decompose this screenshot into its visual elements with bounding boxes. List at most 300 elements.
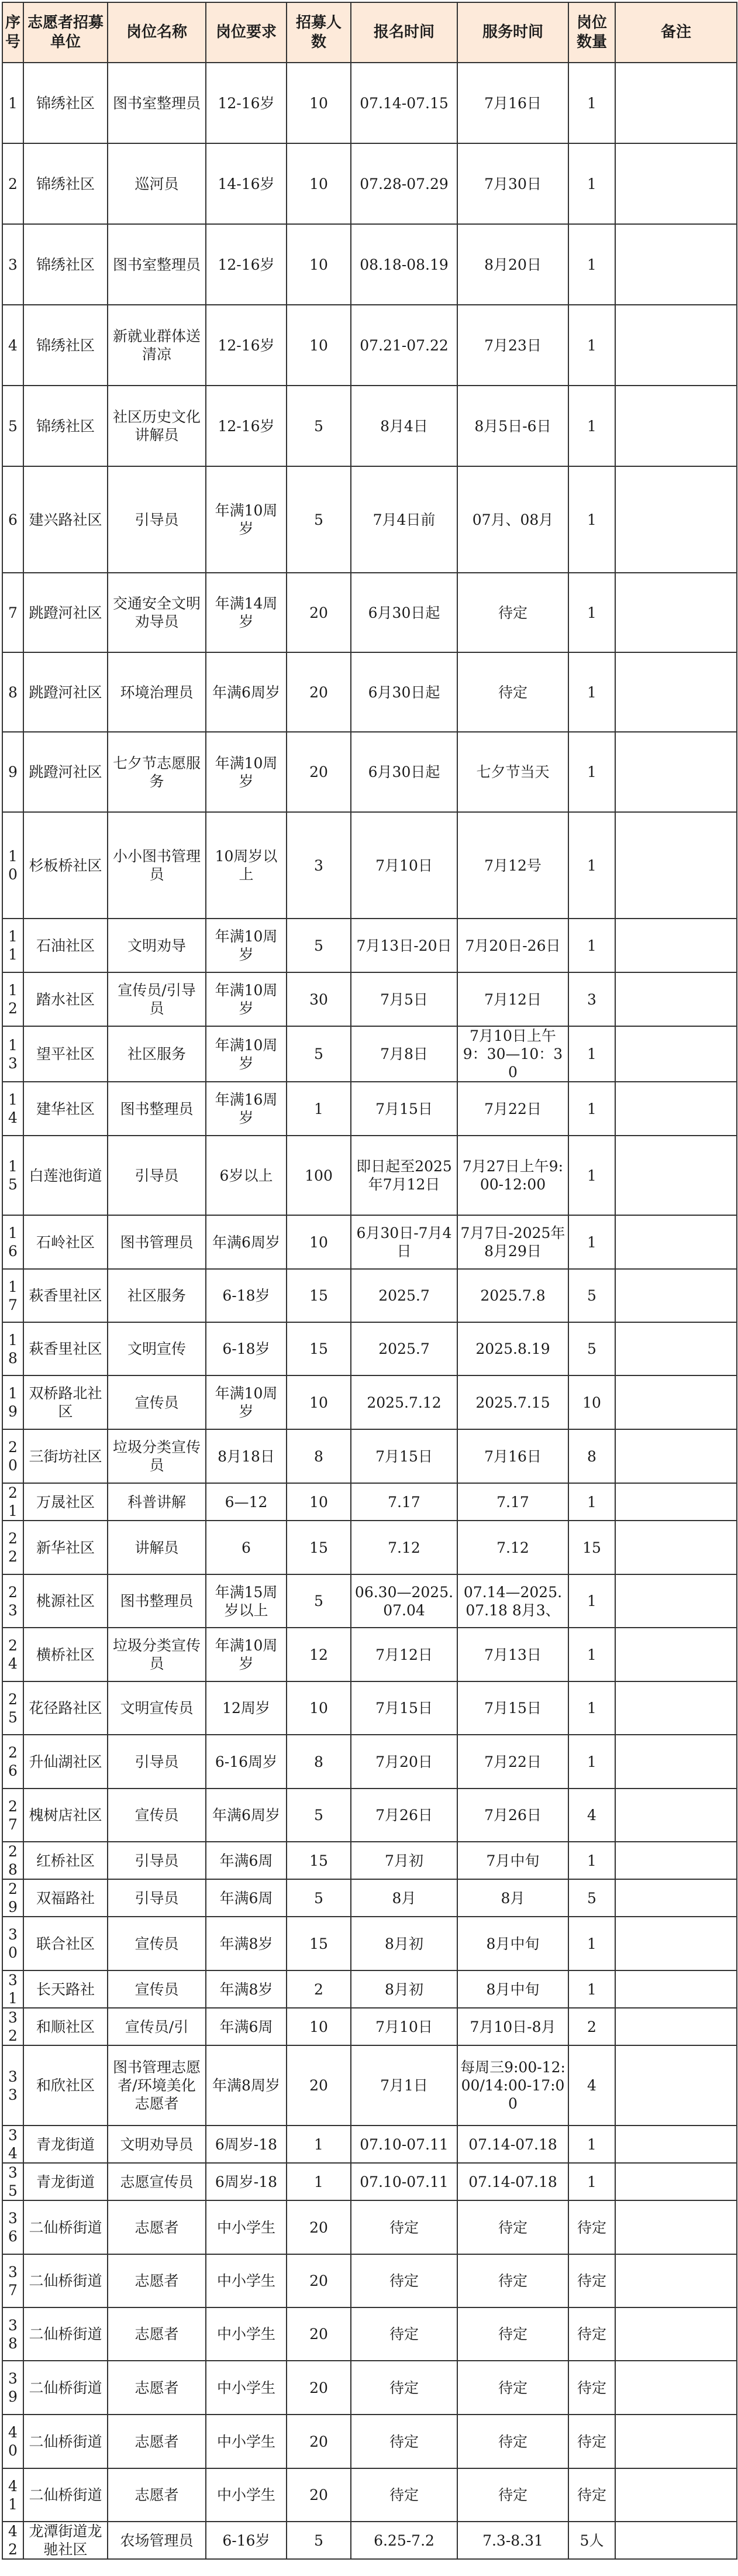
cell-position-count: 4 [568, 2045, 615, 2126]
cell-unit: 二仙桥街道 [23, 2254, 108, 2307]
cell-service-time: 7.12 [457, 1521, 568, 1574]
table-row [2, 2468, 737, 2522]
cell-position: 环境治理员 [108, 652, 206, 732]
table-row [2, 732, 737, 812]
cell-service-time: 7月10日-8月 [457, 2008, 568, 2045]
cell-requirement: 6 [206, 1521, 287, 1574]
table-row [2, 2008, 737, 2045]
cell-position-count: 1 [568, 1628, 615, 1681]
cell-position: 垃圾分类宣传员 [108, 1429, 206, 1483]
cell-recruit-count: 10 [287, 1681, 351, 1735]
table-row [2, 1917, 737, 1970]
cell-recruit-count: 10 [287, 63, 351, 143]
table-row [2, 1269, 737, 1322]
cell-position: 引导员 [108, 1842, 206, 1879]
cell-recruit-count: 3 [287, 812, 351, 919]
cell-position-count: 待定 [568, 2307, 615, 2361]
table-row [2, 2045, 737, 2126]
cell-position: 志愿者 [108, 2307, 206, 2361]
cell-requirement: 12周岁 [206, 1681, 287, 1735]
cell-service-time: 7月26日 [457, 1789, 568, 1842]
cell-signup-time: 7月5日 [351, 972, 457, 1026]
cell-position: 文明宣传员 [108, 1681, 206, 1735]
cell-unit: 锦绣社区 [23, 143, 108, 224]
cell-remarks [615, 1269, 737, 1322]
cell-position-count: 待定 [568, 2200, 615, 2254]
cell-service-time: 7月15日 [457, 1681, 568, 1735]
cell-remarks [615, 2163, 737, 2200]
cell-signup-time: 07.10-07.11 [351, 2126, 457, 2163]
table-row [2, 812, 737, 919]
cell-index: 19 [2, 1375, 23, 1429]
cell-signup-time: 待定 [351, 2307, 457, 2361]
cell-position-count: 5 [568, 1269, 615, 1322]
cell-service-time: 7月23日 [457, 305, 568, 386]
table-row [2, 1215, 737, 1269]
cell-signup-time: 07.14-07.15 [351, 63, 457, 143]
cell-remarks [615, 919, 737, 972]
cell-position: 宣传员 [108, 1789, 206, 1842]
table-row [2, 1082, 737, 1136]
cell-service-time: 7月12号 [457, 812, 568, 919]
cell-service-time: 7月16日 [457, 63, 568, 143]
cell-position: 图书管理志愿者/环境美化志愿者 [108, 2045, 206, 2126]
cell-recruit-count: 15 [287, 1521, 351, 1574]
cell-requirement: 年满15周岁以上 [206, 1574, 287, 1628]
cell-recruit-count: 20 [287, 732, 351, 812]
cell-recruit-count: 20 [287, 573, 351, 652]
cell-remarks [615, 1574, 737, 1628]
cell-position: 文明劝导 [108, 919, 206, 972]
cell-recruit-count: 5 [287, 1026, 351, 1082]
cell-remarks [615, 466, 737, 573]
cell-unit: 望平社区 [23, 1026, 108, 1082]
cell-signup-time: 06.30—2025.07.04 [351, 1574, 457, 1628]
cell-position-count: 待定 [568, 2254, 615, 2307]
cell-index: 6 [2, 466, 23, 573]
cell-unit: 杉板桥社区 [23, 812, 108, 919]
cell-signup-time: 8月初 [351, 1917, 457, 1970]
cell-requirement: 6周岁-18 [206, 2126, 287, 2163]
cell-requirement: 6-18岁 [206, 1269, 287, 1322]
cell-index: 37 [2, 2254, 23, 2307]
table-row [2, 2307, 737, 2361]
cell-remarks [615, 143, 737, 224]
cell-remarks [615, 224, 737, 305]
table-row [2, 1842, 737, 1879]
table-row [2, 2126, 737, 2163]
cell-index: 24 [2, 1628, 23, 1681]
cell-index: 36 [2, 2200, 23, 2254]
table-row [2, 1681, 737, 1735]
cell-index: 39 [2, 2361, 23, 2415]
table-row [2, 1521, 737, 1574]
cell-remarks [615, 386, 737, 466]
cell-requirement: 年满6周岁 [206, 652, 287, 732]
cell-position-count: 1 [568, 386, 615, 466]
cell-requirement: 年满10周岁 [206, 1375, 287, 1429]
cell-remarks [615, 812, 737, 919]
cell-recruit-count: 15 [287, 1269, 351, 1322]
cell-position: 引导员 [108, 1136, 206, 1215]
cell-recruit-count: 8 [287, 1735, 351, 1789]
cell-requirement: 10周岁以上 [206, 812, 287, 919]
cell-recruit-count: 10 [287, 143, 351, 224]
cell-index: 27 [2, 1789, 23, 1842]
cell-remarks [615, 2468, 737, 2522]
cell-unit: 白莲池街道 [23, 1136, 108, 1215]
cell-requirement: 年满6周岁 [206, 1789, 287, 1842]
cell-position-count: 1 [568, 1735, 615, 1789]
cell-position-count: 1 [568, 1574, 615, 1628]
cell-index: 16 [2, 1215, 23, 1269]
table-row [2, 1735, 737, 1789]
cell-service-time: 8月5日-6日 [457, 386, 568, 466]
cell-unit: 新华社区 [23, 1521, 108, 1574]
cell-remarks [615, 1735, 737, 1789]
cell-requirement: 年满10周岁 [206, 919, 287, 972]
cell-service-time: 待定 [457, 2415, 568, 2468]
cell-service-time: 待定 [457, 2361, 568, 2415]
cell-position-count: 1 [568, 732, 615, 812]
cell-position: 科普讲解 [108, 1483, 206, 1521]
cell-remarks [615, 652, 737, 732]
table-row [2, 2163, 737, 2200]
cell-requirement: 中小学生 [206, 2200, 287, 2254]
cell-requirement: 中小学生 [206, 2468, 287, 2522]
cell-unit: 三街坊社区 [23, 1429, 108, 1483]
cell-index: 35 [2, 2163, 23, 2200]
cell-recruit-count: 10 [287, 1215, 351, 1269]
cell-requirement: 6-18岁 [206, 1322, 287, 1375]
cell-remarks [615, 2126, 737, 2163]
cell-recruit-count: 15 [287, 1917, 351, 1970]
cell-position-count: 1 [568, 652, 615, 732]
cell-index: 34 [2, 2126, 23, 2163]
cell-position: 志愿者 [108, 2468, 206, 2522]
cell-recruit-count: 10 [287, 1375, 351, 1429]
cell-position: 图书管理员 [108, 1215, 206, 1269]
cell-unit: 踏水社区 [23, 972, 108, 1026]
cell-signup-time: 7月13日-20日 [351, 919, 457, 972]
cell-unit: 双桥路北社区 [23, 1375, 108, 1429]
cell-index: 12 [2, 972, 23, 1026]
cell-unit: 花径路社区 [23, 1681, 108, 1735]
cell-requirement: 6-16岁 [206, 2522, 287, 2559]
cell-requirement: 中小学生 [206, 2361, 287, 2415]
table-row [2, 573, 737, 652]
cell-position-count: 1 [568, 1026, 615, 1082]
cell-position-count: 1 [568, 812, 615, 919]
cell-service-time: 7.17 [457, 1483, 568, 1521]
col-header-index: 序号 [2, 2, 23, 63]
cell-unit: 跳蹬河社区 [23, 732, 108, 812]
cell-index: 31 [2, 1970, 23, 2008]
cell-index: 42 [2, 2522, 23, 2559]
cell-unit: 石岭社区 [23, 1215, 108, 1269]
cell-signup-time: 7月26日 [351, 1789, 457, 1842]
cell-unit: 锦绣社区 [23, 386, 108, 466]
cell-remarks [615, 2361, 737, 2415]
cell-position-count: 10 [568, 1375, 615, 1429]
cell-position: 七夕节志愿服务 [108, 732, 206, 812]
cell-recruit-count: 5 [287, 1879, 351, 1917]
cell-signup-time: 2025.7 [351, 1322, 457, 1375]
cell-position: 引导员 [108, 466, 206, 573]
cell-unit: 红桥社区 [23, 1842, 108, 1879]
cell-position-count: 4 [568, 1789, 615, 1842]
cell-unit: 建华社区 [23, 1082, 108, 1136]
table-row [2, 224, 737, 305]
cell-requirement: 中小学生 [206, 2307, 287, 2361]
cell-remarks [615, 1136, 737, 1215]
table-row [2, 1483, 737, 1521]
cell-index: 23 [2, 1574, 23, 1628]
cell-recruit-count: 10 [287, 305, 351, 386]
cell-position-count: 待定 [568, 2415, 615, 2468]
cell-recruit-count: 20 [287, 2468, 351, 2522]
cell-signup-time: 7月10日 [351, 812, 457, 919]
cell-position-count: 1 [568, 1082, 615, 1136]
cell-recruit-count: 5 [287, 386, 351, 466]
cell-signup-time: 6月30日起 [351, 732, 457, 812]
cell-signup-time: 7月15日 [351, 1429, 457, 1483]
cell-index: 40 [2, 2415, 23, 2468]
cell-service-time: 07.14-07.18 [457, 2163, 568, 2200]
cell-position-count: 5 [568, 1322, 615, 1375]
cell-signup-time: 2025.7 [351, 1269, 457, 1322]
table-row [2, 1136, 737, 1215]
cell-index: 10 [2, 812, 23, 919]
cell-position: 志愿者 [108, 2361, 206, 2415]
cell-position: 志愿者 [108, 2200, 206, 2254]
cell-signup-time: 2025.7.12 [351, 1375, 457, 1429]
table-row [2, 1375, 737, 1429]
cell-position-count: 待定 [568, 2361, 615, 2415]
cell-service-time: 待定 [457, 573, 568, 652]
cell-unit: 长天路社 [23, 1970, 108, 2008]
cell-recruit-count: 10 [287, 2008, 351, 2045]
cell-service-time: 8月20日 [457, 224, 568, 305]
cell-index: 9 [2, 732, 23, 812]
cell-index: 15 [2, 1136, 23, 1215]
cell-index: 28 [2, 1842, 23, 1879]
cell-unit: 二仙桥街道 [23, 2200, 108, 2254]
cell-remarks [615, 1429, 737, 1483]
cell-recruit-count: 12 [287, 1628, 351, 1681]
cell-signup-time: 待定 [351, 2361, 457, 2415]
cell-requirement: 8月18日 [206, 1429, 287, 1483]
cell-position: 宣传员 [108, 1375, 206, 1429]
cell-unit: 锦绣社区 [23, 305, 108, 386]
cell-unit: 双福路社 [23, 1879, 108, 1917]
col-header-signup-time: 报名时间 [351, 2, 457, 63]
table-row [2, 972, 737, 1026]
cell-service-time: 7月12日 [457, 972, 568, 1026]
cell-position: 图书室整理员 [108, 63, 206, 143]
cell-unit: 槐树店社区 [23, 1789, 108, 1842]
cell-requirement: 中小学生 [206, 2254, 287, 2307]
cell-requirement: 年满10周岁 [206, 972, 287, 1026]
cell-recruit-count: 20 [287, 2361, 351, 2415]
cell-unit: 锦绣社区 [23, 63, 108, 143]
cell-position: 讲解员 [108, 1521, 206, 1574]
cell-position: 文明劝导员 [108, 2126, 206, 2163]
table-row [2, 305, 737, 386]
cell-remarks [615, 1322, 737, 1375]
cell-position: 图书室整理员 [108, 224, 206, 305]
cell-requirement: 年满6周 [206, 1842, 287, 1879]
cell-service-time: 8月中旬 [457, 1917, 568, 1970]
cell-requirement: 12-16岁 [206, 305, 287, 386]
cell-position-count: 3 [568, 972, 615, 1026]
cell-service-time: 7月20日-26日 [457, 919, 568, 972]
cell-index: 5 [2, 386, 23, 466]
cell-remarks [615, 2415, 737, 2468]
cell-signup-time: 7月15日 [351, 1082, 457, 1136]
cell-signup-time: 6.25-7.2 [351, 2522, 457, 2559]
table-row [2, 2415, 737, 2468]
cell-remarks [615, 1789, 737, 1842]
cell-index: 11 [2, 919, 23, 972]
cell-recruit-count: 15 [287, 1322, 351, 1375]
cell-service-time: 7月10日上午9：30—10：30 [457, 1026, 568, 1082]
cell-index: 2 [2, 143, 23, 224]
cell-service-time: 7月16日 [457, 1429, 568, 1483]
cell-requirement: 年满6周 [206, 2008, 287, 2045]
cell-unit: 二仙桥街道 [23, 2415, 108, 2468]
cell-service-time: 待定 [457, 2200, 568, 2254]
cell-position-count: 1 [568, 2126, 615, 2163]
cell-requirement: 年满14周岁 [206, 573, 287, 652]
cell-service-time: 8月中旬 [457, 1970, 568, 2008]
cell-recruit-count: 20 [287, 652, 351, 732]
cell-position-count: 1 [568, 224, 615, 305]
cell-service-time: 待定 [457, 2254, 568, 2307]
cell-index: 7 [2, 573, 23, 652]
cell-requirement: 年满10周岁 [206, 732, 287, 812]
cell-signup-time: 07.21-07.22 [351, 305, 457, 386]
cell-requirement: 6-16周岁 [206, 1735, 287, 1789]
cell-requirement: 6—12 [206, 1483, 287, 1521]
cell-position: 志愿宣传员 [108, 2163, 206, 2200]
cell-signup-time: 6月30日起 [351, 573, 457, 652]
cell-unit: 二仙桥街道 [23, 2468, 108, 2522]
cell-position-count: 1 [568, 143, 615, 224]
cell-position: 图书整理员 [108, 1082, 206, 1136]
cell-recruit-count: 20 [287, 2045, 351, 2126]
cell-index: 22 [2, 1521, 23, 1574]
cell-index: 33 [2, 2045, 23, 2126]
cell-signup-time: 08.18-08.19 [351, 224, 457, 305]
table-row [2, 143, 737, 224]
cell-position: 文明宣传 [108, 1322, 206, 1375]
cell-signup-time: 待定 [351, 2468, 457, 2522]
table-row [2, 1026, 737, 1082]
cell-index: 17 [2, 1269, 23, 1322]
cell-index: 18 [2, 1322, 23, 1375]
cell-service-time: 07.14—2025.07.18 8月3、 [457, 1574, 568, 1628]
cell-remarks [615, 732, 737, 812]
cell-recruit-count: 20 [287, 2307, 351, 2361]
cell-index: 1 [2, 63, 23, 143]
cell-index: 38 [2, 2307, 23, 2361]
cell-position-count: 1 [568, 1136, 615, 1215]
cell-remarks [615, 1483, 737, 1521]
table-row [2, 466, 737, 573]
cell-signup-time: 7月12日 [351, 1628, 457, 1681]
cell-signup-time: 6月30日起 [351, 652, 457, 732]
cell-unit: 联合社区 [23, 1917, 108, 1970]
cell-unit: 青龙街道 [23, 2126, 108, 2163]
cell-service-time: 7月中旬 [457, 1842, 568, 1879]
cell-index: 21 [2, 1483, 23, 1521]
table-row [2, 2254, 737, 2307]
table-body [2, 63, 737, 2559]
cell-remarks [615, 2307, 737, 2361]
cell-recruit-count: 8 [287, 1429, 351, 1483]
cell-remarks [615, 2008, 737, 2045]
cell-position-count: 1 [568, 466, 615, 573]
cell-recruit-count: 5 [287, 919, 351, 972]
cell-requirement: 年满16周岁 [206, 1082, 287, 1136]
cell-recruit-count: 5 [287, 1574, 351, 1628]
cell-requirement: 6周岁-18 [206, 2163, 287, 2200]
cell-position: 社区服务 [108, 1269, 206, 1322]
cell-remarks [615, 1628, 737, 1681]
cell-index: 8 [2, 652, 23, 732]
cell-remarks [615, 2045, 737, 2126]
cell-position: 社区服务 [108, 1026, 206, 1082]
cell-recruit-count: 10 [287, 1483, 351, 1521]
cell-requirement: 14-16岁 [206, 143, 287, 224]
cell-recruit-count: 20 [287, 2200, 351, 2254]
cell-position-count: 待定 [568, 2468, 615, 2522]
cell-requirement: 12-16岁 [206, 386, 287, 466]
table-row [2, 386, 737, 466]
table-row [2, 2522, 737, 2559]
volunteer-recruitment-table [2, 2, 737, 2560]
cell-unit: 跳蹬河社区 [23, 573, 108, 652]
cell-recruit-count: 5 [287, 2522, 351, 2559]
table-row [2, 919, 737, 972]
table-row [2, 63, 737, 143]
cell-remarks [615, 1917, 737, 1970]
cell-signup-time: 待定 [351, 2200, 457, 2254]
cell-index: 26 [2, 1735, 23, 1789]
cell-recruit-count: 10 [287, 224, 351, 305]
cell-signup-time: 7.17 [351, 1483, 457, 1521]
cell-signup-time: 7月10日 [351, 2008, 457, 2045]
cell-position: 宣传员 [108, 1917, 206, 1970]
cell-unit: 建兴路社区 [23, 466, 108, 573]
cell-position-count: 1 [568, 305, 615, 386]
cell-unit: 万晟社区 [23, 1483, 108, 1521]
cell-position: 引导员 [108, 1879, 206, 1917]
cell-requirement: 12-16岁 [206, 63, 287, 143]
cell-service-time: 7月7日-2025年8月29日 [457, 1215, 568, 1269]
cell-index: 20 [2, 1429, 23, 1483]
cell-recruit-count: 30 [287, 972, 351, 1026]
cell-service-time: 7.3-8.31 [457, 2522, 568, 2559]
cell-index: 14 [2, 1082, 23, 1136]
cell-remarks [615, 2522, 737, 2559]
cell-unit: 萩香里社区 [23, 1322, 108, 1375]
cell-index: 32 [2, 2008, 23, 2045]
cell-remarks [615, 1970, 737, 2008]
table-row [2, 1789, 737, 1842]
cell-unit: 二仙桥街道 [23, 2361, 108, 2415]
